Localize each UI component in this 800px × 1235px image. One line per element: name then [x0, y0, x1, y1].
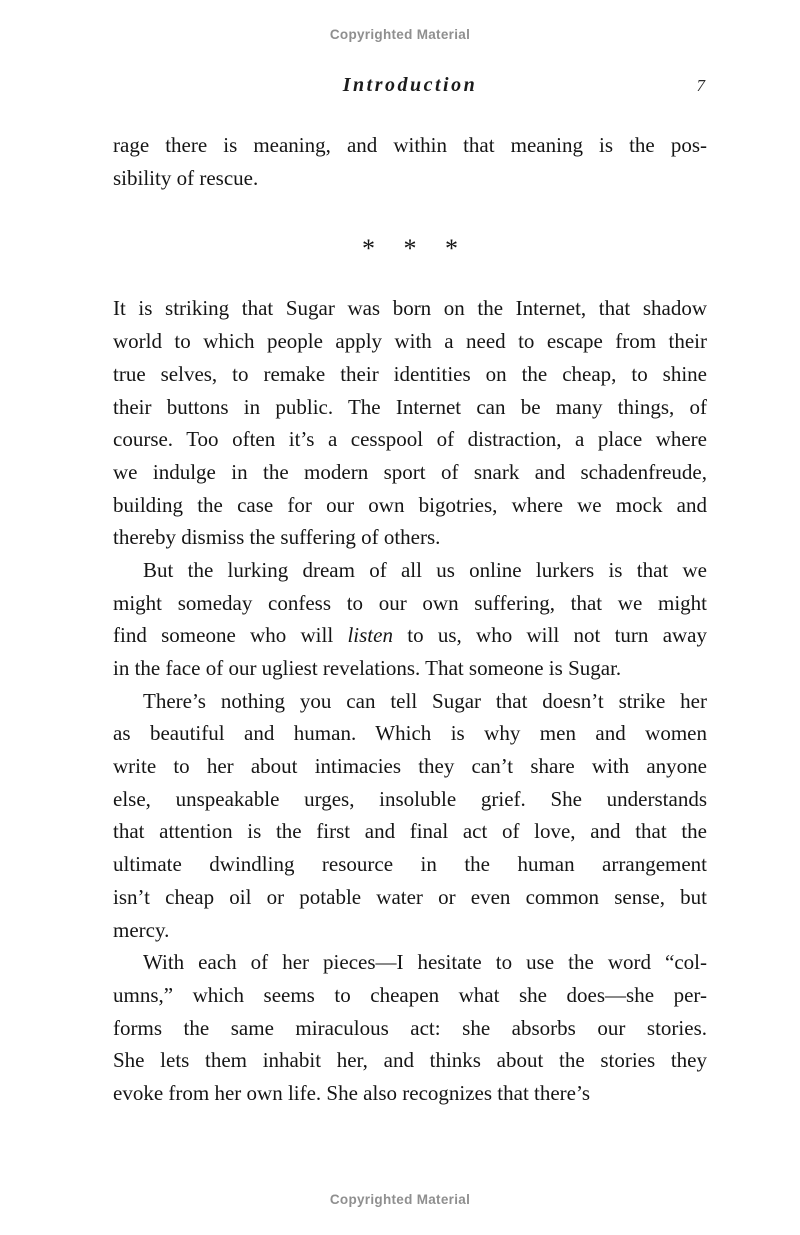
text-line: building the case for our own bigotries, where we mock and	[113, 492, 707, 517]
text-line: isn’t cheap oil or potable water or even common sense, but	[113, 884, 707, 909]
text-line: their buttons in public. The Internet can be many things, of	[113, 394, 707, 419]
text-line: It is striking that Sugar was born on the Internet, that shadow	[113, 296, 707, 321]
text-line: sibility of rescue.	[113, 165, 259, 190]
text-line: mercy.	[113, 917, 170, 942]
paragraph	[113, 129, 707, 194]
text-line: But the lurking dream of all us online lurkers is that we	[143, 557, 707, 582]
text-line: rage there is meaning, and within that meaning is the pos-	[113, 133, 707, 157]
page-header	[113, 74, 707, 100]
text-line: world to which people apply with a need to escape from their	[113, 329, 707, 354]
text-line: true selves, to remake their identities on the cheap, to shine	[113, 361, 707, 386]
text-line: might someday confess to our own suffering, that we might	[113, 590, 707, 615]
text-line: find someone who will listen to us, who will not turn away	[113, 623, 708, 648]
section-break: * * *	[362, 234, 458, 264]
paragraph	[113, 946, 707, 1109]
text-line: forms the same miraculous act: she absorbs our stories.	[113, 1015, 707, 1040]
text-line: She lets them inhabit her, and thinks about the stories they	[113, 1048, 707, 1073]
text-line: thereby dismiss the suffering of others.	[113, 525, 441, 550]
paragraph	[113, 685, 707, 947]
page-number: 7	[696, 76, 705, 95]
paragraph	[113, 554, 707, 685]
text-line: write to her about intimacies they can’t share with anyone	[113, 754, 707, 779]
text-line: in the face of our ugliest revelations. That someone is Sugar.	[113, 656, 622, 681]
text-line: With each of her pieces—I hesitate to use the word “col-	[143, 950, 707, 975]
text-line: we indulge in the modern sport of snark and schadenfreude,	[113, 459, 707, 484]
text-line: that attention is the first and final act of love, and that the	[113, 819, 707, 844]
copyright-notice-bottom: Copyrighted Material	[329, 1192, 471, 1207]
body-text	[113, 129, 707, 1110]
text-line: else, unspeakable urges, insoluble grief. She understands	[113, 786, 707, 811]
text-line: as beautiful and human. Which is why men and women	[113, 721, 707, 746]
text-line: ultimate dwindling resource in the human arrangement	[113, 852, 707, 877]
paragraph	[113, 292, 707, 554]
text-line: There’s nothing you can tell Sugar that doesn’t strike her	[143, 688, 707, 713]
chapter-title: Introduction	[342, 74, 478, 96]
copyright-notice-top: Copyrighted Material	[329, 27, 471, 42]
text-line: course. Too often it’s a cesspool of distraction, a place where	[113, 427, 707, 452]
text-line: umns,” which seems to cheapen what she does—she per-	[113, 982, 707, 1007]
text-line: evoke from her own life. She also recognizes that there’s	[113, 1080, 591, 1105]
